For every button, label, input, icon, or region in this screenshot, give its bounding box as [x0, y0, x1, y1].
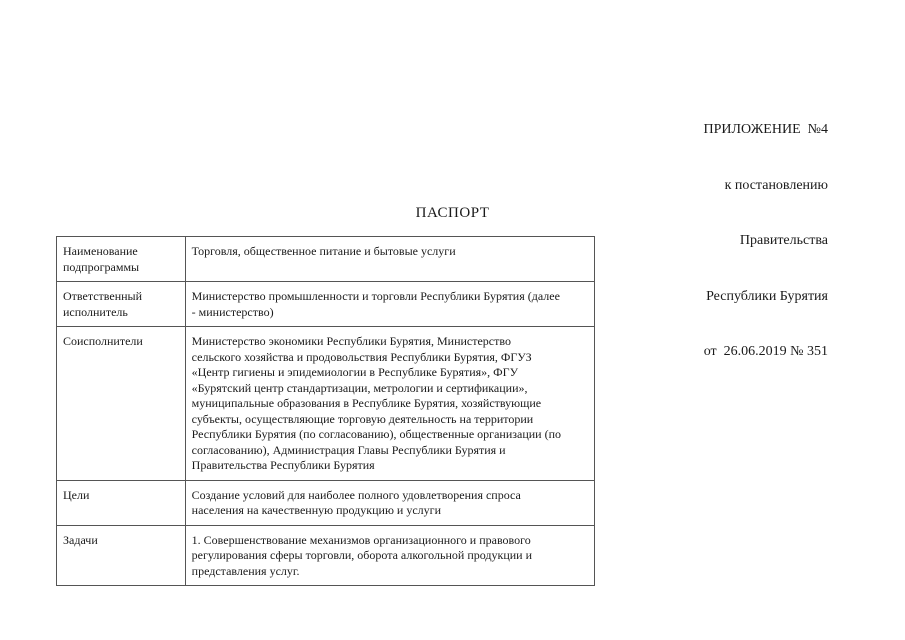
appendix-block — [704, 84, 829, 380]
appendix-line: к постановлению — [724, 177, 828, 193]
document-title: ПАСПОРТ — [415, 205, 490, 221]
row-value: Министерство экономики Республики Бурятия, Министерство сельского хозяйства и продовольствия Республики Бурятия, ФГУЗ «Центр гигиены и эпидемиологии в Республике Бурятия», ФГУ «Бурятский центр стандартизации, метрологии и сертификации», муниципальные образования в Республике Бурятия, хозяйствующие субъекты, осуществляющие торговую деятельность на территории Республики Бурятия (по согласованию), общественные организации (по согласованию), Администрация Главы Республики Бурятия и Правительства Республики Бурятия — [185, 327, 594, 481]
table-row — [57, 237, 595, 282]
table-row — [57, 525, 595, 586]
appendix-line: ПРИЛОЖЕНИЕ №4 — [703, 122, 828, 137]
row-label: Задачи — [57, 525, 186, 586]
table-row — [57, 480, 595, 525]
row-value: Торговля, общественное питание и бытовые услуги — [185, 237, 594, 282]
row-value: Создание условий для наиболее полного удовлетворения спроса населения на качественную продукцию и услуги — [185, 480, 594, 525]
appendix-line: Республики Бурятия — [706, 288, 828, 304]
row-label: Наименование подпрограммы — [57, 237, 186, 282]
appendix-line: от 26.06.2019 № 351 — [703, 344, 828, 359]
passport-table — [56, 236, 595, 586]
table-row — [57, 327, 595, 481]
row-value: Министерство промышленности и торговли Республики Бурятия (далее - министерство) — [185, 282, 594, 327]
row-label: Соисполнители — [57, 327, 186, 481]
table-row — [57, 282, 595, 327]
row-label: Цели — [57, 480, 186, 525]
appendix-line: Правительства — [739, 233, 828, 248]
row-label: Ответственный исполнитель — [57, 282, 186, 327]
row-value: 1. Совершенствование механизмов организационного и правового регулирования сферы торговли, оборота алкогольной продукции и представления услуг. — [185, 525, 594, 586]
